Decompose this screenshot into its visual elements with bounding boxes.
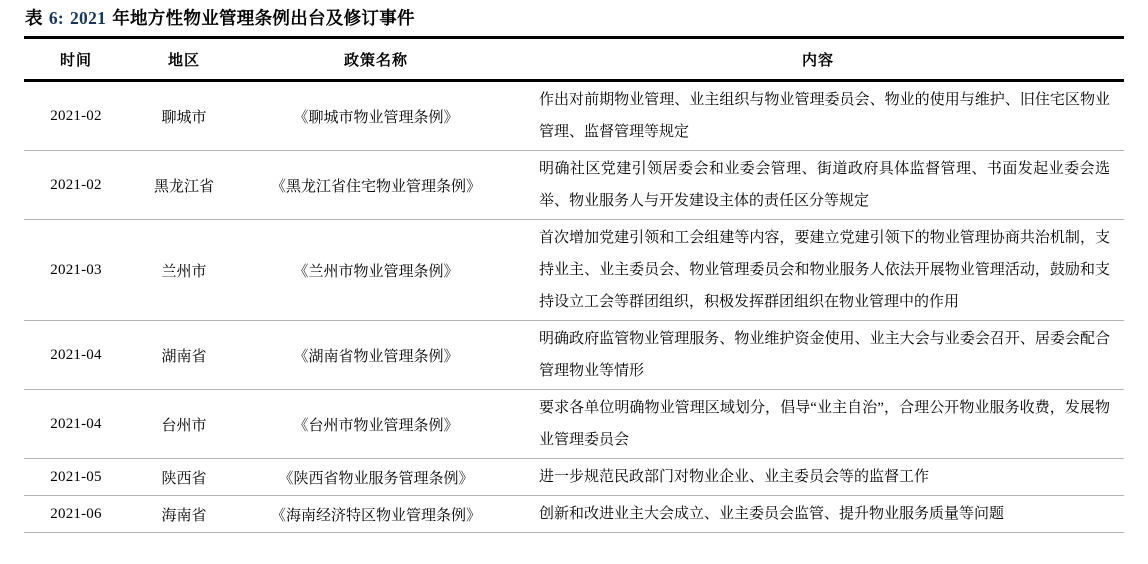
cell-time: 2021-02 (50, 107, 102, 124)
cell-time: 2021-02 (50, 176, 102, 193)
cell-region: 湖南省 (161, 348, 207, 365)
col-header-content: 内容 (512, 38, 1124, 81)
cell-region: 黑龙江省 (153, 178, 214, 195)
header-row (24, 38, 1124, 81)
cell-policy: 《聊城市物业管理条例》 (293, 109, 459, 126)
cell-time: 2021-04 (50, 346, 102, 363)
table-title-label: 表 (25, 8, 43, 28)
table-title-text: 年地方性物业管理条例出台及修订事件 (112, 8, 415, 28)
cell-time: 2021-03 (50, 261, 102, 278)
cell-content: 明确社区党建引领居委会和业委会管理、街道政府具体监督管理、书面发起业委会选举、物业服务人与开发建设主体的责任区分等规定 (539, 161, 1110, 209)
table-row (24, 151, 1124, 220)
cell-policy: 《台州市物业管理条例》 (293, 417, 459, 434)
cell-time: 2021-04 (50, 415, 102, 432)
cell-region: 兰州市 (161, 263, 207, 280)
cell-policy: 《海南经济特区物业管理条例》 (270, 507, 481, 524)
col-header-time: 时间 (24, 38, 128, 81)
cell-policy: 《陕西省物业服务管理条例》 (278, 470, 474, 487)
table-title (0, 0, 1148, 36)
table-title-year: 2021 (70, 8, 107, 28)
cell-time: 2021-06 (50, 505, 102, 522)
table-row (24, 496, 1124, 533)
table-row (24, 321, 1124, 390)
cell-region: 聊城市 (161, 109, 207, 126)
table-row (24, 81, 1124, 151)
cell-content: 明确政府监管物业管理服务、物业维护资金使用、业主大会与业委会召开、居委会配合管理物业等情形 (539, 331, 1110, 379)
policy-table (24, 36, 1124, 533)
cell-time: 2021-05 (50, 468, 102, 485)
cell-region: 台州市 (161, 417, 207, 434)
table-title-number: 6: (48, 8, 64, 28)
cell-content: 首次增加党建引领和工会组建等内容，要建立党建引领下的物业管理协商共治机制，支持业主、业主委员会、物业管理委员会和物业服务人依法开展物业管理活动，鼓励和支持设立工会等群团组织，积极发挥群团组织在物业管理中的作用 (539, 230, 1110, 310)
table-row (24, 390, 1124, 459)
cell-region: 陕西省 (161, 470, 207, 487)
cell-content: 进一步规范民政部门对物业企业、业主委员会等的监督工作 (539, 469, 930, 485)
col-header-region: 地区 (128, 38, 240, 81)
cell-content: 要求各单位明确物业管理区域划分，倡导“业主自治”，合理公开物业服务收费，发展物业管理委员会 (539, 400, 1110, 448)
cell-content: 创新和改进业主大会成立、业主委员会监管、提升物业服务质量等问题 (539, 506, 1005, 522)
table-row (24, 459, 1124, 496)
cell-policy: 《黑龙江省住宅物业管理条例》 (270, 178, 481, 195)
col-header-policy: 政策名称 (240, 38, 512, 81)
cell-content: 作出对前期物业管理、业主组织与物业管理委员会、物业的使用与维护、旧住宅区物业管理、监督管理等规定 (539, 92, 1110, 140)
cell-region: 海南省 (161, 507, 207, 524)
cell-policy: 《兰州市物业管理条例》 (293, 263, 459, 280)
table-row (24, 220, 1124, 321)
cell-policy: 《湖南省物业管理条例》 (293, 348, 459, 365)
